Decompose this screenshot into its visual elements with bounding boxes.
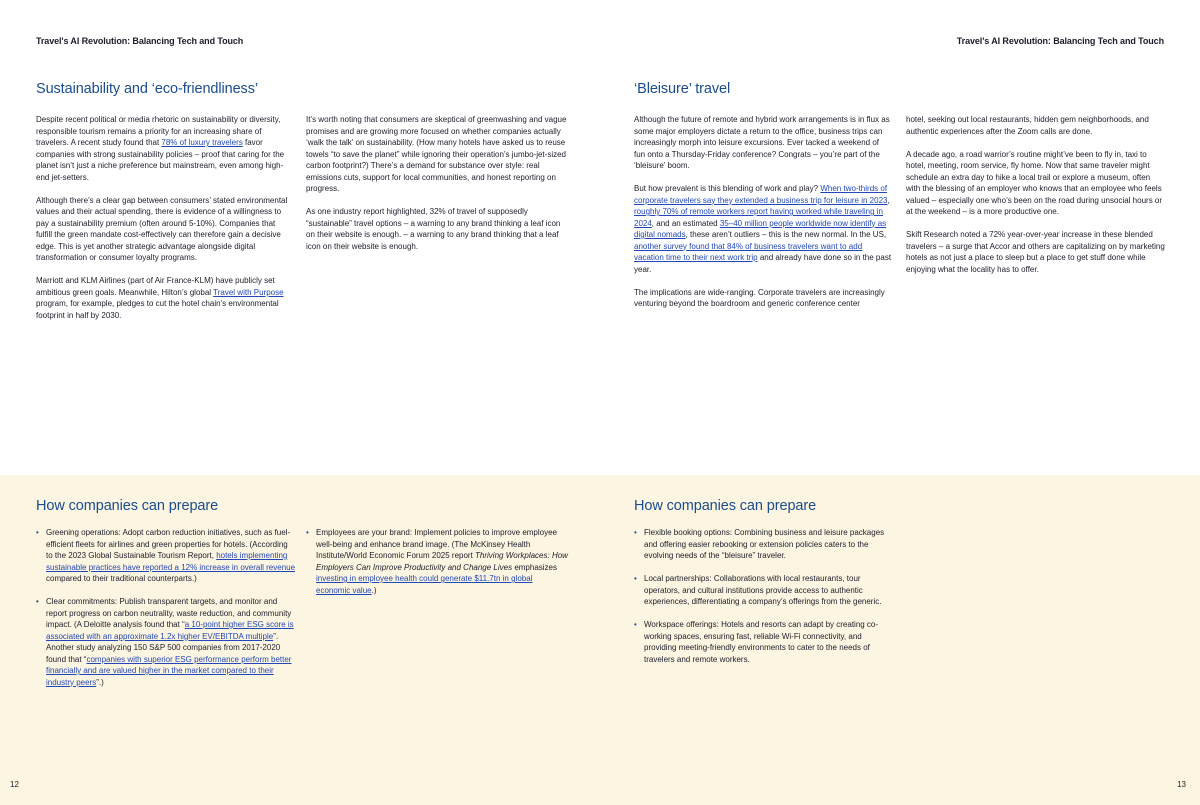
paragraph: Despite recent political or media rhetoric on sustainability or diversity, responsible tourism remains a priority for an increasing share of travelers. A recent study found that 78% of luxury travelers favor companies with strong sustainability policies – proof that caring for the planet isn’t just a niche preference but mainstream, even among high-end jet-setters.: [36, 115, 285, 182]
prepare-column-1: [36, 527, 296, 700]
page-number: 12: [10, 780, 19, 789]
text-column-2: [906, 114, 1166, 287]
prepare-title: How companies can prepare: [36, 498, 219, 514]
link-hotels-sustainable-practices[interactable]: hotels implementing sustainable practices have reported a 12% increase in overall revenue: [46, 551, 296, 572]
running-head: Travel's AI Revolution: Balancing Tech and Touch: [956, 36, 1164, 46]
section-title: ‘Bleisure’ travel: [634, 81, 731, 97]
prepare-title: How companies can prepare: [634, 498, 817, 514]
paragraph: Although the future of remote and hybrid work arrangements is in flux as some major employers dictate a return to the office, business trips can increasingly morph into leisure excursions. Ever tacked a weekend of fun onto a Thursday-Friday conference? Congrats – you’re part of the ‘bleisure’ boom.: [634, 115, 890, 170]
paragraph: The implications are wide-ranging. Corporate travelers are increasingly venturing beyond the boardroom and generic conference center: [634, 287, 885, 308]
text-column-1: [634, 114, 892, 321]
link-employee-health[interactable]: investing in employee health could generate $11.7tn in global economic value: [316, 574, 533, 595]
bullet-greening-operations: • Greening operations: Adopt carbon reduction initiatives, such as fuel-efficient fleets for airlines and green properties for hotels. (According to the 2023 Global Sustainable Tourism Report, hotels implementing sustainable practices have reported a 12% increase in overall revenue compared to their traditional counterparts.): [36, 527, 296, 585]
bullet-workspace-offerings: • Workspace offerings: Hotels and resorts can adapt by creating co-working spaces, ensuring fast, reliable Wi-Fi connectivity, and providing meeting-friendly environments to cater to the needs of travelers and remote workers.: [634, 619, 896, 665]
prepare-column-2: [306, 527, 568, 608]
text-column-2: [306, 114, 568, 264]
bullet-employees-brand: • Employees are your brand: Implement policies to improve employee well-being and enhance brand image. (The McKinsey Health Institute/World Economic Forum 2025 report Thriving Workplaces: How Employers Can Improve Productivity and Change Lives emphasizes investing in employee health could generate $11.7tn in global economic value.): [306, 527, 568, 596]
paragraph: It’s worth noting that consumers are skeptical of greenwashing and vague promises and are growing more focused on whether companies actually ‘walk the talk’ on sustainability. (How many hotels have asked us to reuse towels “to save the planet” while ignoring their operation’s jumbo-jet-sized carbon footprint?) There’s a demand for substance over style: real emissions cuts, support for local communities, and honest reporting on progress.: [306, 115, 567, 193]
paragraph: Skift Research noted a 72% year-over-year increase in these blended travelers – a surge that Accor and others are capitalizing on by marketing hotels as not just a place to sleep but a place to get stuff done while enjoying what the locality has to offer.: [906, 230, 1165, 274]
paragraph: Marriott and KLM Airlines (part of Air France-KLM) have publicly set ambitious green goals. Meanwhile, Hilton’s global Travel with Purpose program, for example, pledges to cut the hotel chain’s environmental footprint in half by 2030.: [36, 276, 284, 320]
paragraph: Although there’s a clear gap between consumers’ stated environmental values and their actual spending, there is evidence of a willingness to pay a sustainability premium (often around 5-10%). Companies that fulfill the green mandate cost-effectively can therefore gain a decisive edge. This is yet another strategic advantage alongside digital transformation or consumer loyalty programs.: [36, 195, 288, 262]
link-corporate-travelers[interactable]: When two-thirds of corporate travelers say they extended a business trip for leisure in 2023: [634, 184, 888, 205]
bullet-local-partnerships: • Local partnerships: Collaborations with local restaurants, tour operators, and cultural institutions provide access to authentic experiences, differentiating a company’s offerings from the generic.: [634, 573, 896, 608]
paragraph: hotel, seeking out local restaurants, hidden gem neighborhoods, and authentic experiences after the Zoom calls are done.: [906, 115, 1149, 136]
page-number: 13: [1177, 780, 1186, 789]
bullet-clear-commitments: • Clear commitments: Publish transparent targets, and monitor and report progress on carbon neutrality, waste reduction, and community impact. (A Deloitte analysis found that “a 10-point higher ESG score is associated with an approximate 1.2x higher EV/EBITDA multiple”. Another study analyzing 150 S&P 500 companies from 2017-2020 found that “companies with superior ESG performance perform better financially and are valued higher in the market compared to their industry peers”.): [36, 596, 296, 688]
prepare-column: [634, 527, 896, 677]
paragraph: But how prevalent is this blending of work and play? When two-thirds of corporate travelers say they extended a business trip for leisure in 2023, roughly 70% of remote workers report having worked while traveling in 2024, and an estimated 35–40 million people worldwide now identify as digital nomads, these aren’t outliers – this is the new normal. In the US, another survey found that 84% of business travelers want to add vacation time to their next work trip and already have done so in the past year.: [634, 184, 892, 274]
link-esg-score[interactable]: a 10-point higher ESG score is associated with an approximate 1.2x higher EV/EBITDA multiple: [46, 620, 294, 641]
right-page: [600, 0, 1200, 805]
link-luxury-travelers[interactable]: 78% of luxury travelers: [161, 138, 243, 147]
bullet-flexible-booking: • Flexible booking options: Combining business and leisure packages and offering easier rebooking or extension policies caters to the evolving needs of the “bleisure” traveler.: [634, 527, 896, 562]
link-remote-workers[interactable]: roughly 70% of remote workers report having worked while traveling in 2024: [634, 207, 884, 228]
section-title: Sustainability and ‘eco-friendliness’: [36, 81, 258, 97]
paragraph: A decade ago, a road warrior’s routine might’ve been to fly in, taxi to hotel, meeting, room service, fly home. Now that same traveler might schedule an extra day to hike a local trail or explore a museum, often with the blessing of an employer who knows that an employee who feels valued – especially one who’s been on the road during unsocial hours or at the weekend – is a more productive one.: [906, 149, 1163, 216]
link-digital-nomads[interactable]: 35–40 million people worldwide now identify as digital nomads: [634, 218, 887, 239]
link-another-survey[interactable]: another survey found that 84% of business travelers want to add vacation time to their next work trip: [634, 241, 863, 262]
running-head: Travel's AI Revolution: Balancing Tech and Touch: [36, 36, 244, 46]
link-travel-with-purpose[interactable]: Travel with Purpose: [213, 287, 284, 297]
text-column-1: [36, 114, 292, 333]
link-superior-esg[interactable]: companies with superior ESG performance perform better financially and are valued higher in the market compared to their industry peers: [46, 654, 292, 687]
paragraph: As one industry report highlighted, 32% of travel of supposedly “sustainable” travel options – a warning to any brand thinking a leaf icon on their website is enough. – a warning to any brand thinking that a leaf icon on their website is enough.: [306, 207, 561, 251]
